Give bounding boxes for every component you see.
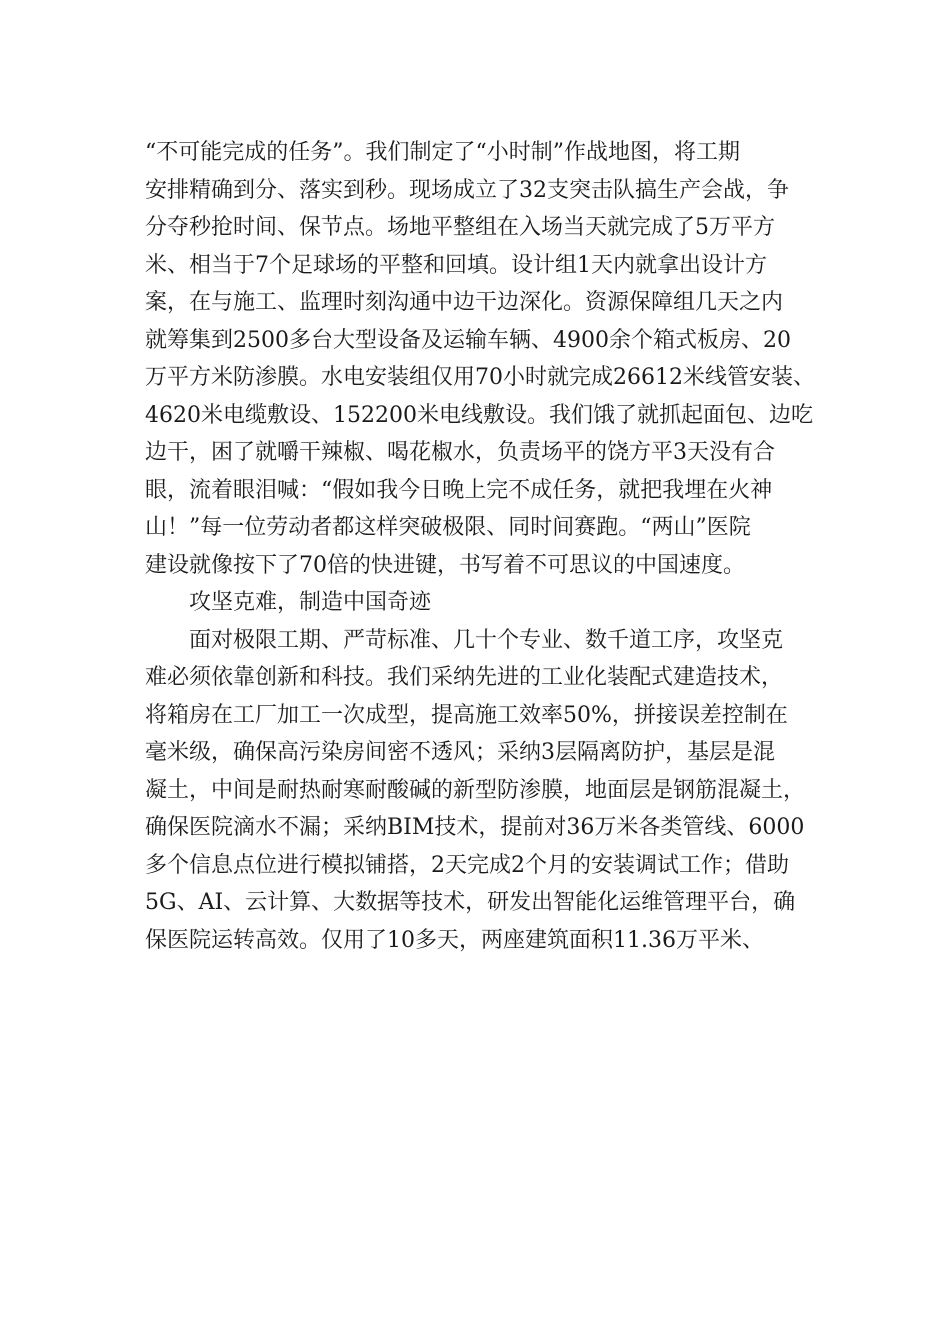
text-line: 米、相当于7个足球场的平整和回填。设计组1天内就拿出设计方 — [145, 252, 767, 278]
body-text — [145, 134, 825, 959]
text-line: 分夺秒抢时间、保节点。场地平整组在入场当天就完成了5万平方 — [145, 215, 775, 240]
text-line: 将箱房在工厂加工一次成型，提高施工效率50%，拼接误差控制在 — [145, 702, 788, 728]
text-line: 建设就像按下了70倍的快进键，书写着不可思议的中国速度。 — [145, 552, 745, 578]
text-line: 就筹集到2500多台大型设备及运输车辆、4900余个箱式板房、20 — [145, 327, 791, 353]
text-line: 确保医院滴水不漏；采纳BIM技术，提前对36万米各类管线、6000 — [145, 815, 805, 840]
section-heading: 攻坚克难，制造中国奇迹 — [189, 590, 432, 615]
text-line: 眼，流着眼泪喊：“假如我今日晚上完不成任务，就把我埋在火神 — [145, 477, 773, 503]
text-line: 凝土，中间是耐热耐寒耐酸碱的新型防渗膜，地面层是钢筋混凝土， — [145, 777, 806, 803]
text-line: 多个信息点位进行模拟铺搭，2天完成2个月的安装调试工作；借助 — [145, 852, 789, 878]
text-line: 保医院运转高效。仅用了10多天，两座建筑面积11.36万平米、 — [145, 927, 764, 953]
text-line: 万平方米防渗膜。水电安装组仅用70小时就完成26612米线管安装、 — [145, 365, 815, 390]
text-line: 毫米级，确保高污染房间密不透风；采纳3层隔离防护，基层是混 — [145, 740, 775, 765]
text-line: 难必须依靠创新和科技。我们采纳先进的工业化装配式建造技术， — [145, 665, 784, 690]
text-line: 案，在与施工、监理时刻沟通中边干边深化。资源保障组几天之内 — [145, 290, 784, 315]
text-line: 5G、AI、云计算、大数据等技术，研发出智能化运维管理平台，确 — [145, 890, 796, 915]
paragraph-first-line: 面对极限工期、严苛标准、几十个专业、数千道工序，攻坚克 — [189, 627, 784, 653]
text-line: 山！”每一位劳动者都这样突破极限、同时间赛跑。“两山”医院 — [145, 515, 751, 540]
text-line: 安排精确到分、落实到秒。现场成立了32支突击队搞生产会战，争 — [145, 177, 789, 203]
text-line: 4620米电缆敷设、152200米电线敷设。我们饿了就抓起面包、边吃 — [145, 402, 813, 428]
text-line: “不可能完成的任务”。我们制定了“小时制”作战地图，将工期 — [145, 140, 740, 165]
text-line: 边干，困了就嚼干辣椒、喝花椒水，负责场平的饶方平3天没有合 — [145, 440, 775, 465]
